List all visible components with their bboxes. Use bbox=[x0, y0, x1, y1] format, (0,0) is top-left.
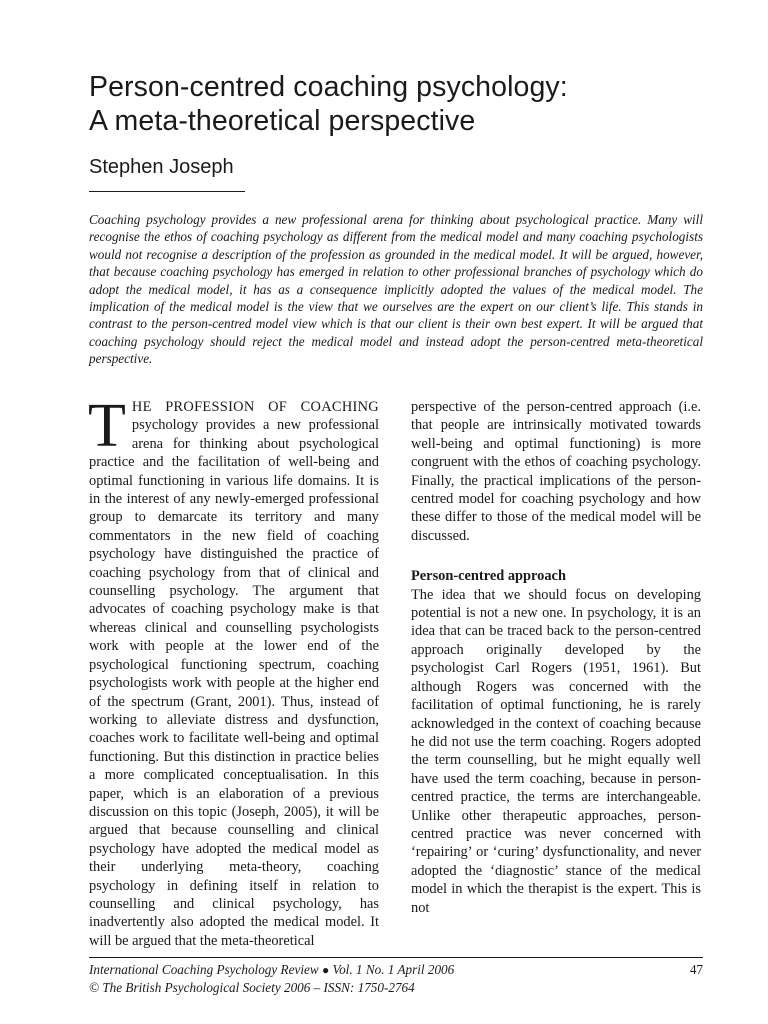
intro-paragraph-text: psychology provides a new professional arena for thinking about psychological practice and the facilitation of well-being and optimal functioning in various life domains. It is in the interest of any newly-emerged professional group to demarcate its territory and many commentators in the new field of coaching psychology have distinguished the practice of coaching psychology from that of clinical and counselling psychology. The argument that advocates of coaching psychology make is that whereas clinical and counselling psychologists work with people at the lower end of the psychological functioning spectrum, coaching psychologists work with people at the higher end of the spectrum (Grant, 2001). Thus, instead of working to alleviate distress and dysfunction, coaches work to facilitate well-being and optimal functioning. But this distinction in practice belies a more complicated conceptualisation. In this paper, which is an elaboration of a previous discussion on this topic (Joseph, 2005), it will be argued that because counselling and clinical psychology have adopted the medical model as their underlying meta-theory, coaching psychology in defining itself in relation to counselling and clinical psychology, has inadvertently also adopted the medical model. It will be argued that the meta-theoretical bbox=[89, 417, 379, 949]
journal-name: International Coaching Psychology Review bbox=[89, 962, 319, 977]
footer-rule bbox=[89, 957, 703, 958]
section-heading: Person-centred approach bbox=[411, 568, 566, 585]
copyright-line: © The British Psychological Society 2006 – ISSN: 1750-2764 bbox=[89, 980, 415, 995]
title-line-2: A meta-theoretical perspective bbox=[89, 105, 476, 137]
abstract: Coaching psychology provides a new professional arena for thinking about psychological practice. Many will recognise the ethos of coaching psychology as different from the medical model and many coaching psychologists would not recognise a description of the profession as grounded in the medical model. It will be argued, however, that because coaching psychology has emerged in relation to other professional branches of psychology which do adopt the medical model, it has as a consequence implicitly adopted the values of the medical model. The implication of the medical model is the view that we ourselves are the expert on our client’s life. This stands in contrast to the person-centred model view which is that our client is their own best expert. It will be argued that coaching psychology should reject the medical model and instead adopt the person-centred meta-theoretical perspective. bbox=[89, 212, 703, 367]
intro-paragraph-continued: perspective of the person-centred approach (i.e. that people are intrinsically motivated towards well-being and optimal functioning) is more congruent with the ethos of coaching psychology. Finally, the practical implications of the person-centred model for coaching psychology and how these differ to those of the medical model will be discussed. bbox=[411, 399, 701, 544]
page-number: 47 bbox=[689, 962, 703, 977]
bullet-icon: ● bbox=[321, 963, 330, 977]
journal-citation bbox=[89, 961, 454, 979]
drop-cap: T bbox=[88, 392, 126, 460]
page-footer bbox=[89, 961, 703, 997]
author-underline bbox=[89, 191, 245, 192]
intro-paragraph bbox=[88, 392, 379, 950]
lead-in-caps: HE PROFESSION OF COACHING bbox=[131, 399, 379, 415]
column-right bbox=[411, 398, 701, 917]
title-line-1: Person-centred coaching psychology: bbox=[89, 71, 568, 103]
author-name: Stephen Joseph bbox=[89, 156, 234, 178]
journal-volume: Vol. 1 No. 1 April 2006 bbox=[332, 962, 455, 977]
article-title bbox=[89, 70, 709, 138]
column-left bbox=[88, 392, 379, 950]
section-paragraph: The idea that we should focus on developing potential is not a new one. In psychology, it is an idea that can be traced back to the person-centred approach originally developed by the psychologist Carl Rogers (1951, 1961). But although Rogers was concerned with the facilitation of optimal functioning, he is rarely acknowledged in the context of coaching because he did not use the term coaching. Rogers adopted the term counselling, but he might equally well have used the term coaching, because in person-centred practice, the terms are interchangeable. Unlike other therapeutic approaches, person-centred practice was never concerned with ‘repairing’ or ‘curing’ dysfunctionality, and never adopted the ‘diagnostic’ stance of the medical model in which the therapist is the expert. This is not bbox=[411, 586, 701, 916]
